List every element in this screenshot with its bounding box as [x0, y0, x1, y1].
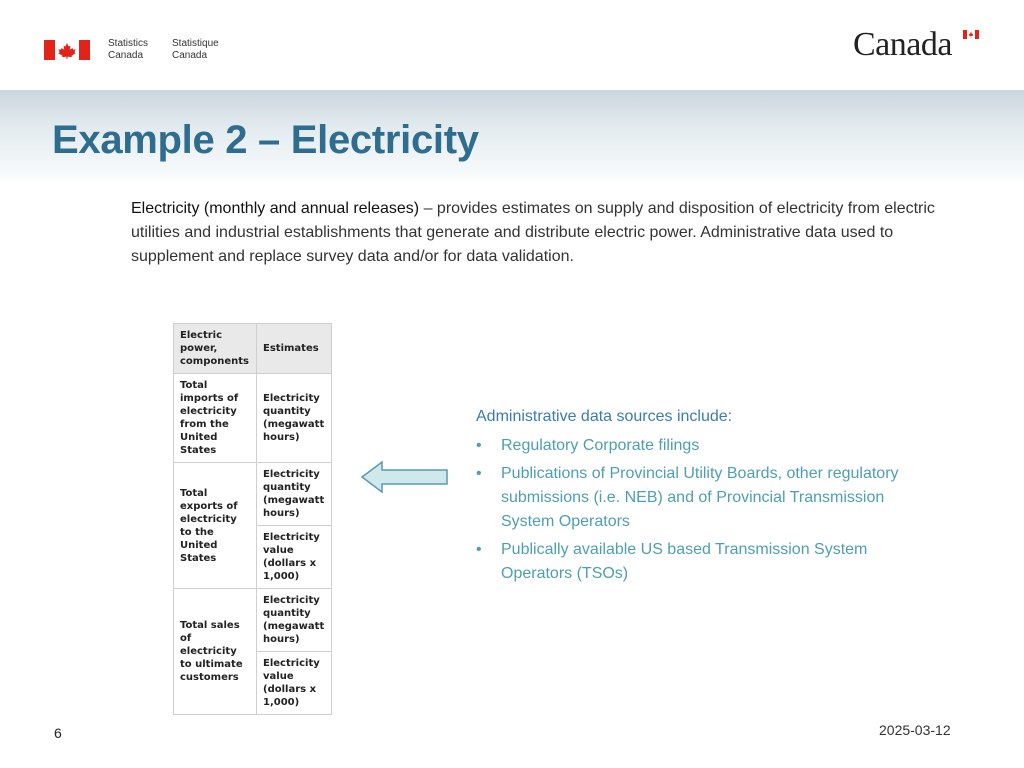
bullet-icon: • [476, 437, 482, 454]
canada-flag-icon [44, 40, 90, 60]
table-cell-component: Total imports of electricity from the United States [174, 374, 257, 463]
signature-french-line-1: Statistique [172, 38, 219, 49]
table-cell-estimate: Electricity quantity (megawatt hours) [257, 374, 332, 463]
signature-french [172, 38, 219, 62]
wordmark-flag-icon [963, 30, 979, 39]
intro-lead: Electricity (monthly and annual releases) [131, 200, 420, 217]
table-cell-component: Total exports of electricity to the United States [174, 463, 257, 589]
left-arrow-shape [362, 462, 447, 492]
signature-english-line-2: Canada [108, 50, 144, 61]
page-number: 6 [54, 725, 62, 741]
signature-english [108, 38, 148, 62]
table-header-estimates: Estimates [257, 324, 332, 374]
canada-wordmark: Canada [853, 26, 952, 63]
bullet-icon: • [476, 465, 482, 482]
table-cell-estimate: Electricity quantity (megawatt hours) [257, 463, 332, 526]
left-arrow-icon [360, 460, 450, 494]
list-item-text: Regulatory Corporate filings [501, 437, 700, 454]
table-header-row [174, 324, 332, 374]
list-item [476, 538, 916, 586]
estimates-table [173, 323, 332, 715]
bullet-icon: • [476, 541, 482, 558]
sources-list [476, 434, 916, 586]
list-item-text: Publically available US based Transmission System Operators (TSOs) [501, 541, 868, 582]
table-cell-component: Total sales of electricity to ultimate customers [174, 589, 257, 715]
list-item [476, 462, 916, 534]
list-item-text: Publications of Provincial Utility Boards, other regulatory submissions (i.e. NEB) and of Provincial Transmission System Operators [501, 465, 899, 530]
intro-paragraph [131, 197, 951, 269]
table-cell-estimate: Electricity quantity (megawatt hours) [257, 589, 332, 652]
intro-text: – provides estimates on supply and disposition of electricity from electric utilities and industrial establishments that generate and distribute electric power. Administrative data used to supplement and replace survey data and/or for data validation. [131, 200, 935, 265]
table-cell-estimate: Electricity value (dollars x 1,000) [257, 652, 332, 715]
slide-header [0, 0, 1024, 90]
table-row [174, 463, 332, 526]
list-item [476, 434, 916, 458]
slide-date: 2025-03-12 [879, 722, 951, 738]
table-cell-estimate: Electricity value (dollars x 1,000) [257, 526, 332, 589]
table-row [174, 589, 332, 652]
signature-french-line-2: Canada [172, 50, 208, 61]
sources-block [476, 406, 916, 590]
table-header-components: Electric power, components [174, 324, 257, 374]
sources-heading: Administrative data sources include: [476, 408, 733, 425]
signature-english-line-1: Statistics [108, 38, 149, 49]
slide-title: Example 2 – Electricity [52, 118, 479, 162]
table-row [174, 374, 332, 463]
